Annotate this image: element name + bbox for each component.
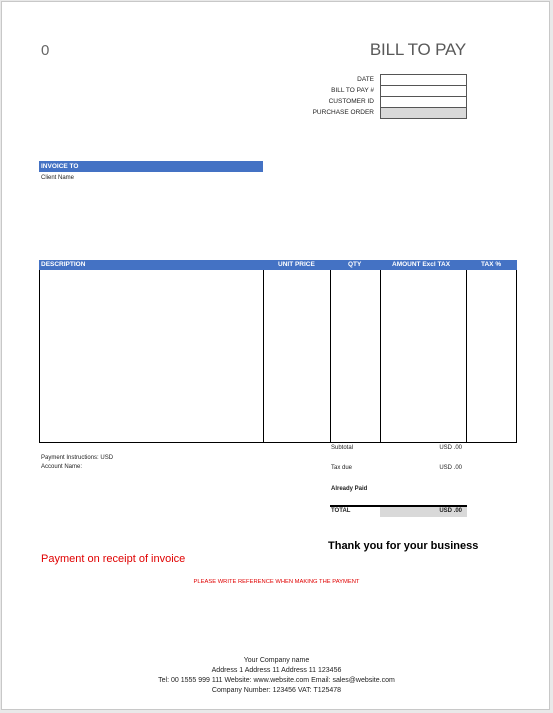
payment-instructions: Payment Instructions: USD [41,455,114,461]
invoice-to-heading: INVOICE TO [39,161,263,172]
column-divider [466,270,467,442]
line-items-body[interactable] [39,270,517,443]
subtotal-value: USD .00 [439,445,462,451]
date-label: DATE [357,76,374,83]
invoice-page [1,1,550,710]
footer-registration: Company Number: 123456 VAT: T125478 [211,687,342,694]
client-name[interactable]: Client Name [41,175,75,181]
column-qty: QTY [348,261,362,268]
account-name: Account Name: [41,464,83,470]
document-title: BILL TO PAY [369,40,466,59]
column-tax-percent: TAX % [481,261,502,268]
footer-address: Address 1 Address 11 Address 11 123456 [211,667,342,674]
tax-due-label: Tax due [331,465,353,471]
column-divider [380,270,381,442]
thank-you-message: Thank you for your business [328,540,479,552]
subtotal-label: Subtotal [331,445,354,451]
footer-contact: Tel: 00 1555 999 111 Website: www.website.com Email: sales@website.com [158,677,395,684]
already-paid-label: Already Paid [331,486,368,492]
column-unit-price: UNIT PRICE [278,261,315,268]
meta-row-purchase-order [292,107,467,119]
purchase-order-field[interactable] [380,107,467,119]
customer-id-label: CUSTOMER ID [328,98,374,105]
footer-company-name: Your Company name [243,657,310,664]
company-name: 0 [41,42,50,59]
column-divider [330,270,331,442]
column-divider [263,270,264,442]
tax-due-value: USD .00 [439,465,462,471]
total-label: TOTAL [331,508,351,514]
line-items-header [39,260,517,270]
purchase-order-label: PURCHASE ORDER [312,109,374,116]
payment-terms: Payment on receipt of invoice [41,553,186,565]
bill-number-label: BILL TO PAY # [331,87,374,94]
reference-note: PLEASE WRITE REFERENCE WHEN MAKING THE PAYMENT [193,579,360,585]
total-value: USD .00 [439,508,462,514]
column-amount-excl-tax: AMOUNT Excl TAX [392,261,451,268]
column-description: DESCRIPTION [41,261,86,268]
